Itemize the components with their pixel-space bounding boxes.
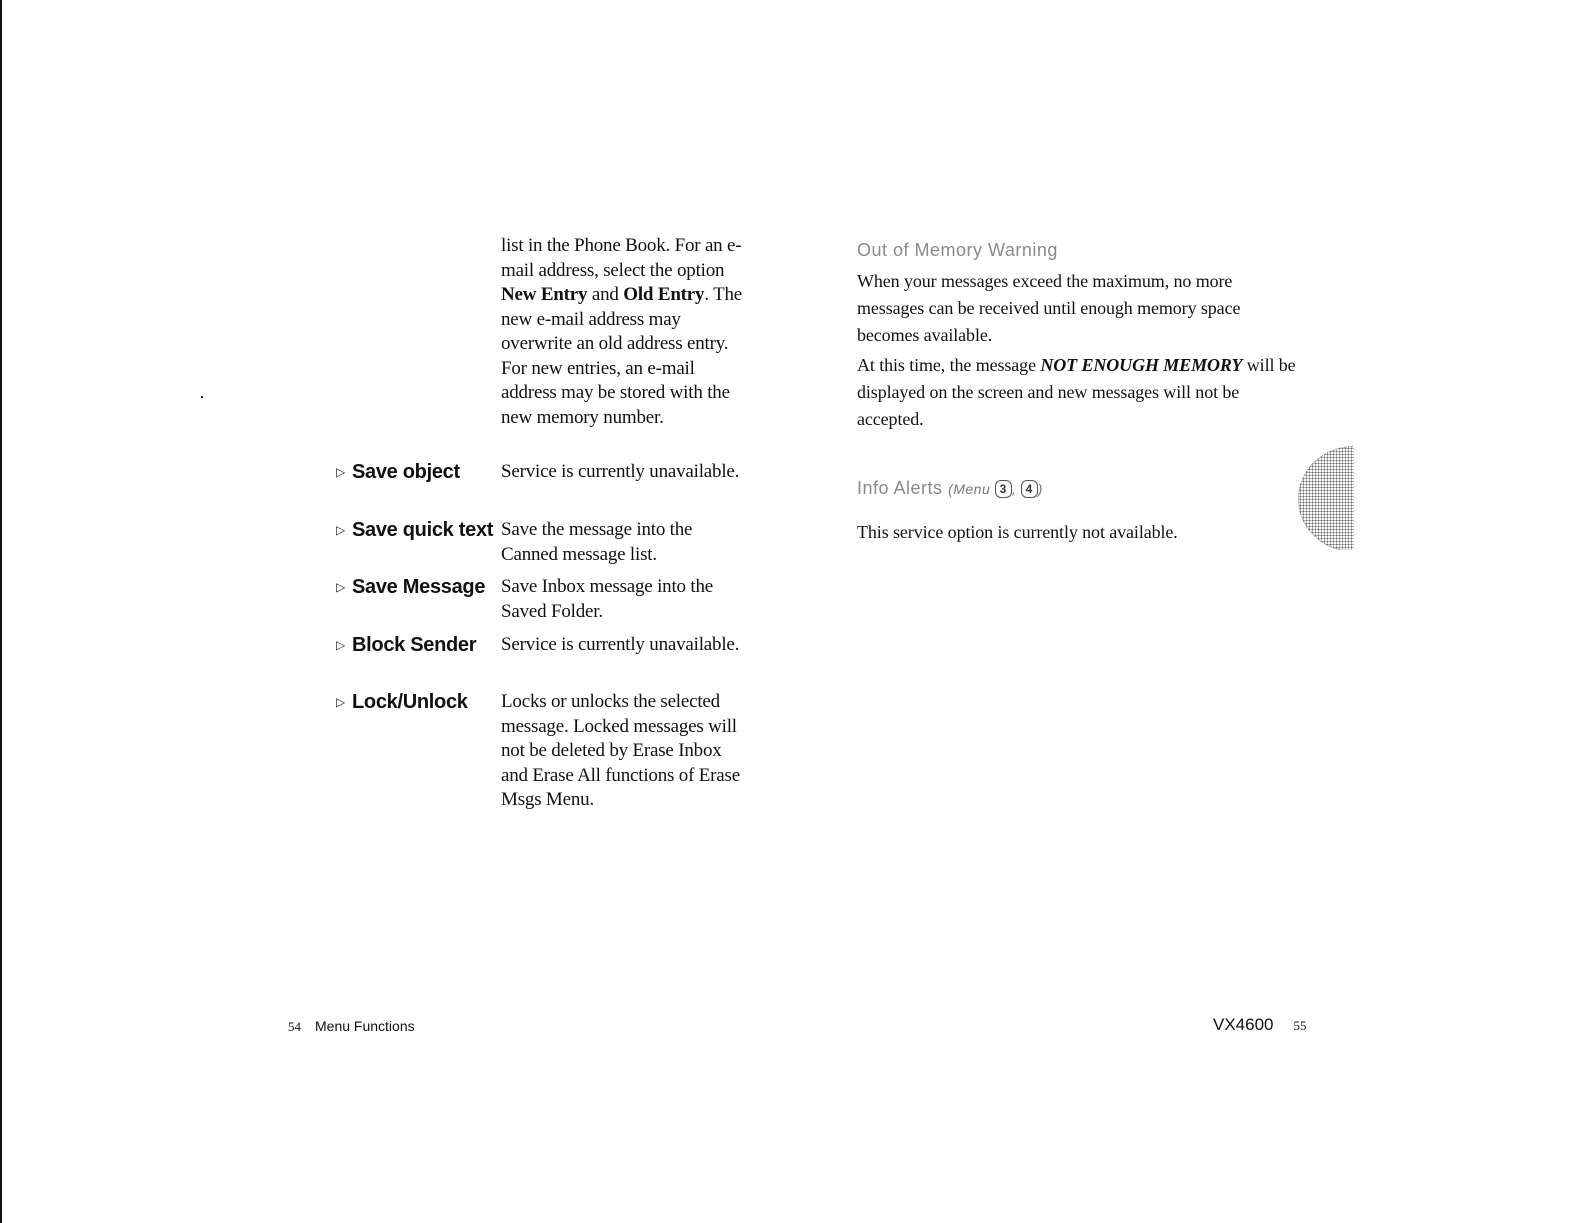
dotted-tab-shape [1298, 446, 1354, 550]
option-description: Save the message into the Canned message list. [501, 519, 693, 565]
triangle-bullet-icon: ▷ [336, 465, 345, 479]
option-description: Service is currently unavailable. [501, 634, 740, 655]
footer-section-title: Menu Functions [315, 1018, 415, 1034]
key-4-icon: 4 [1021, 480, 1038, 498]
menu-path-sep: , [1011, 481, 1017, 497]
menu-path-close: ) [1037, 481, 1043, 497]
page-number-right: 55 [1293, 1018, 1307, 1033]
option-label: Save Message [352, 576, 486, 598]
triangle-bullet-icon: ▷ [336, 523, 345, 537]
footer-model: VX4600 [1213, 1015, 1274, 1034]
memory-text-b: will be displayed on the screen and new messages will not be accepted. [857, 355, 1296, 429]
menu-path [948, 481, 1043, 497]
triangle-bullet-icon: ▷ [336, 580, 345, 594]
info-alerts-body: This service option is currently not available. [857, 522, 1178, 542]
scan-speck [201, 396, 203, 398]
section-heading: Out of Memory Warning [857, 240, 1058, 260]
page-number-left: 54 [288, 1019, 301, 1034]
option-label: Lock/Unlock [352, 691, 468, 713]
new-entry-term: New Entry [501, 284, 588, 305]
dotted-tab-icon [1298, 446, 1354, 550]
memory-warning-section [857, 240, 1297, 433]
left-footer [288, 1018, 415, 1035]
triangle-bullet-icon: ▷ [336, 638, 345, 652]
memory-paragraph-1: When your messages exceed the maximum, no more messages can be received until enough memory space becomes available. [857, 271, 1241, 345]
intro-text-3: . The new e-mail address may overwrite an old address entry. For new entries, an e-mail address may be stored with the new memory number. [501, 284, 743, 428]
intro-paragraph [501, 234, 746, 430]
old-entry-term: Old Entry [623, 284, 705, 305]
option-label: Block Sender [352, 634, 477, 656]
menu-path-open: (Menu [948, 481, 991, 497]
memory-paragraph-2 [857, 352, 1297, 433]
right-footer [1213, 1015, 1307, 1035]
section-heading [857, 478, 1297, 499]
option-label: Save object [352, 461, 460, 483]
triangle-bullet-icon: ▷ [336, 695, 345, 709]
intro-text-2: and [587, 284, 624, 305]
option-label: Save quick text [352, 519, 494, 541]
not-enough-memory-message: NOT ENOUGH MEMORY [1040, 355, 1243, 375]
option-description: Save Inbox message into the Saved Folder. [501, 576, 713, 622]
page-edge-rule [0, 0, 2, 1223]
option-description: Service is currently unavailable. [501, 461, 740, 482]
info-alerts-section [857, 478, 1297, 546]
info-alerts-title: Info Alerts [857, 478, 943, 498]
option-description: Locks or unlocks the selected message. Locked messages will not be deleted by Erase Inbox and Erase All functions of Erase Msgs Menu. [501, 691, 740, 810]
key-3-icon: 3 [995, 480, 1012, 498]
intro-text-1: list in the Phone Book. For an e-mail address, select the option [501, 235, 742, 281]
memory-text-a: At this time, the message [857, 355, 1041, 375]
